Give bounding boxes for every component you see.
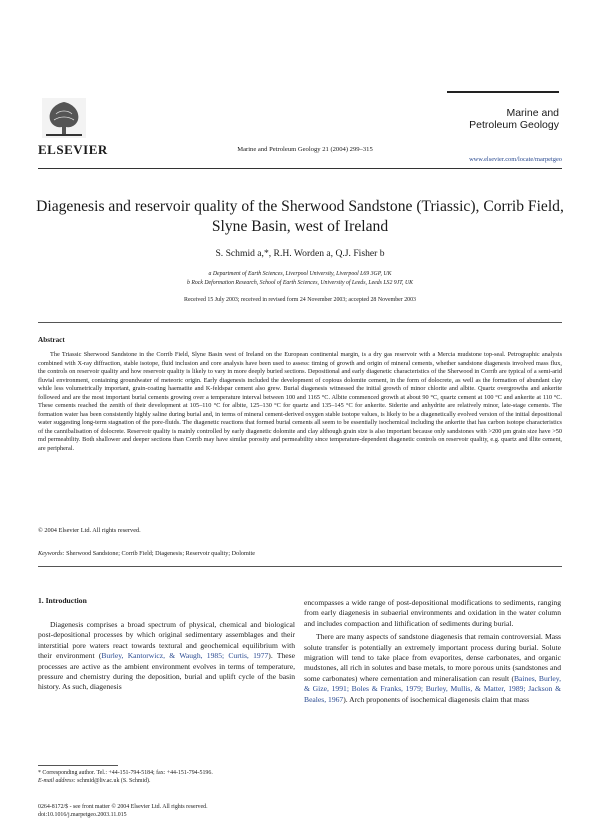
received-dates: Received 15 July 2003; received in revised form 24 November 2003; accepted 28 November 2003 (184, 297, 416, 303)
footnote-rule (38, 765, 118, 766)
abstract-bottom-rule (38, 566, 562, 567)
keywords-text: Sherwood Sandstone; Corrib Field; Diagenesis; Reservoir quality; Dolomite (66, 550, 256, 557)
publisher-name: ELSEVIER (38, 142, 108, 157)
doi-line[interactable]: doi:10.1016/j.marpetgeo.2003.11.015 (38, 812, 127, 818)
issn-line: 0264-8172/$ - see front matter © 2004 Elsevier Ltd. All rights reserved. (38, 804, 208, 810)
elsevier-tree-logo (42, 98, 86, 138)
journal-citation: Marine and Petroleum Geology 21 (2004) 299–315 (237, 146, 373, 153)
journal-logo-line1: Marine and (506, 107, 559, 119)
intro-left-text-a: Diagenesis comprises a broad spectrum of physical, chemical and biological post-depositional processes by which original sedimentary assemblages and their interstitial pore waters react towards textural and geochemical equilibrium with their environment ( (38, 620, 295, 661)
email-address[interactable]: schmid@liv.ac.uk (S. Schmid). (77, 778, 151, 784)
abstract-text: The Triassic Sherwood Sandstone in the Corrib Field, Slyne Basin west of Ireland on the European continental margin, is a dry gas reservoir with a Mercia mudstone top-seal. Petrographic analysis combined with X-ray diffraction, stable isotope, fluid inclusion and core analysis have been used to assess: timing of growth and origin of mineral cements, whether sandstone diagenesis involved mass flux, the controls on reservoir quality and how reservoir quality is likely to vary in more deeply buried sections. Depositional and early diagenetic characteristics of the Sherwood in Corrib are typical of a semi-arid fluvial environment, containing groundwater of meteoric origin. Early diagenesis included the development of copious dolomite cement, in the form of dolocrete, as well as the formation of abundant clay while less volumetrically important, grain-coating haematite and K-feldspar cement also grew. Burial diagenesis witnessed the initial growth of minor chlorite and albite. Quartz overgrowths and ankerite followed and are the most important burial cements growing over a temperature interval between 100 and 1165 °C. Albite commenced growth at about 90 °C, quartz cement at 100 °C and ankerite at 110 °C. These cements reached the zenith of their development at 105–110 °C for albite, 125–130 °C for quartz and 135–145 °C for ankerite. Siderite and anhydrite are relatively minor, late-stage cements. The formation water has been consistently highly saline during burial and, in terms of mineral cement-derived oxygen stable isotope values, is likely to be a diagenetically evolved version of the initial depositional water suggesting long-term stagnation of the pore-fluids. The diagenetic reactions that formed burial cements all seem to be essentially isochemical including the ankerite that has carbon isotope characteristics of the cannibalisation of dolocrete. Reservoir quality is mainly controlled by early diagenetic dolomite and clay although grain size is also important because only sandstones with >200 μm grain size have >50 md permeability. Both shallower and deeper sections than Corrib may have similar porosity and permeability since temperature-dependent diagenetic controls on reservoir quality, e.g. quartz and illite cement, are peripheral. (38, 351, 562, 452)
intro-right-text-b: ). Arch proponents of isochemical diagenesis claim that mass (343, 694, 530, 704)
logo-bar (447, 91, 559, 93)
citation-link[interactable]: Burley, Kantorwicz, & Waugh, 1985; Curtis, 1977 (101, 651, 269, 661)
journal-url[interactable]: www.elsevier.com/locate/marpetgeo (469, 156, 562, 163)
citation-link[interactable]: Baines, Burley, & Gize, 1991; Boles & Franks, 1979; Burley, Mullis, & Matter, 1989; Jackson & Beales, 1967 (304, 673, 561, 704)
keywords-label: Keywords: (38, 550, 65, 557)
intro-left-text-b: ). These processes are active as the ambient environment evolves in terms of temperature, pressure and chemistry during the deposition, burial and uplift cycle of the basin history. As such, diagenesis (38, 651, 295, 692)
article-title: Diagenesis and reservoir quality of the Sherwood Sandstone (Triassic), Corrib Field, Slyne Basin, west of Ireland (36, 198, 564, 235)
intro-right-paragraph-2 (304, 632, 561, 705)
keywords (38, 550, 255, 557)
email-label: E-mail address: (38, 778, 76, 784)
intro-right-column (304, 598, 561, 705)
section-heading-introduction: 1. Introduction (38, 596, 87, 605)
article-authors: S. Schmid a,*, R.H. Worden a, Q.J. Fisher b (215, 248, 385, 259)
abstract-copyright: © 2004 Elsevier Ltd. All rights reserved. (38, 527, 141, 534)
abstract-heading: Abstract (38, 336, 65, 344)
footnote (38, 769, 288, 785)
intro-right-paragraph-1: encompasses a wide range of post-depositional modifications to sediments, ranging from early diagenesis in subaerial environments and oxidation in the water column and includes compaction and lithification of sediments during burial. (304, 598, 561, 628)
intro-left-column (38, 620, 295, 693)
footnote-corresponding: * Corresponding author. Tel.: +44-151-794-5184; fax: +44-151-794-5196. (38, 770, 213, 776)
header-divider (38, 168, 562, 169)
abstract-top-rule (38, 322, 562, 323)
affiliation-a: a Department of Earth Sciences, Liverpool University, Liverpool L69 3GP, UK (208, 271, 392, 277)
journal-logo (447, 91, 559, 131)
issn-block (38, 803, 208, 819)
intro-right-text-a: There are many aspects of sandstone diagenesis that remain controversial. Mass solute transfer is potentially an extremely important process during burial. Solute migration will tend to take place from evaporites, dense carbonates, and organic mudstones, all rich in solutes and base metals, to more porous units (sandstones and some carbonates) where cementation and mineralisation can result ( (304, 632, 561, 683)
affiliation-b: b Rock Deformation Research, School of Earth Sciences, University of Leeds, Leeds LS2 9JT, UK (186, 280, 414, 286)
journal-logo-line2: Petroleum Geology (469, 119, 559, 131)
